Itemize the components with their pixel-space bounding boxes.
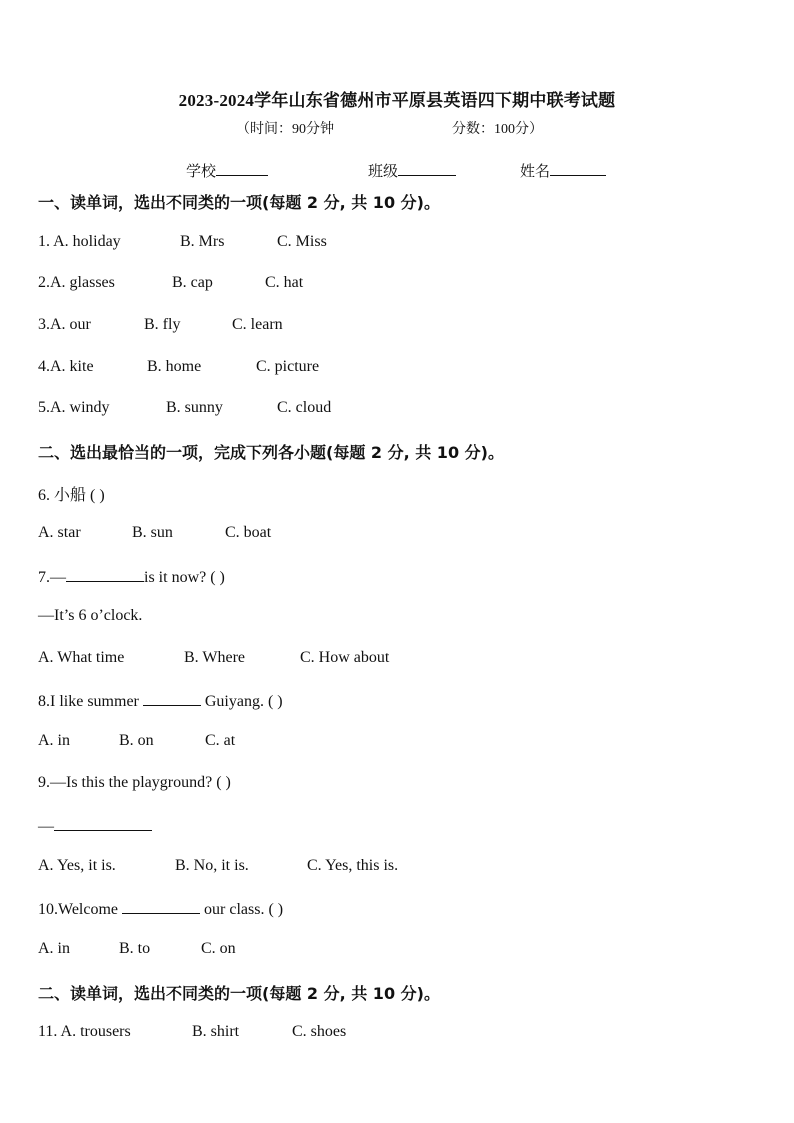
exam-score: 分数：100分） bbox=[452, 122, 543, 137]
q9-option-c: C. Yes, this is. bbox=[307, 857, 399, 874]
class-label: 班级 bbox=[368, 164, 399, 180]
question-4: 4.A. kite bbox=[38, 358, 94, 375]
q7-suffix: is it now? ( ) bbox=[144, 569, 225, 586]
q7-option-c: C. How about bbox=[300, 649, 390, 666]
q7-reply: —It’s 6 o’clock. bbox=[38, 607, 143, 624]
question-3: 3.A. our bbox=[38, 316, 91, 333]
q9-reply bbox=[38, 815, 152, 836]
q7-prefix: 7.— bbox=[38, 569, 66, 586]
section-1-heading: 一、读单词，选出不同类的一项(每题 2 分, 共 10 分)。 bbox=[38, 193, 440, 212]
name-field bbox=[520, 160, 606, 181]
q1-option-b: B. Mrs bbox=[180, 233, 225, 250]
q10-option-a: A. in bbox=[38, 940, 70, 957]
question-6-stem: 6. 小船 ( ) bbox=[38, 487, 105, 504]
school-label: 学校 bbox=[186, 164, 217, 180]
name-label: 姓名 bbox=[520, 164, 551, 180]
question-7-stem bbox=[38, 566, 225, 587]
q8-prefix: 8.I like summer bbox=[38, 693, 143, 710]
q2-option-b: B. cap bbox=[172, 274, 213, 291]
q4-option-b: B. home bbox=[147, 358, 202, 375]
q5-option-b: B. sunny bbox=[166, 399, 223, 416]
question-2: 2.A. glasses bbox=[38, 274, 115, 291]
class-blank bbox=[398, 160, 456, 176]
q10-blank bbox=[122, 898, 200, 914]
school-blank bbox=[216, 160, 268, 176]
question-1: 1. A. holiday bbox=[38, 233, 121, 250]
q7-option-b: B. Where bbox=[184, 649, 246, 666]
name-blank bbox=[550, 160, 606, 176]
q10-option-c: C. on bbox=[201, 940, 236, 957]
q11-option-c: C. shoes bbox=[292, 1023, 347, 1040]
q1-option-c: C. Miss bbox=[277, 233, 327, 250]
q8-suffix: Guiyang. ( ) bbox=[200, 693, 283, 710]
q4-option-c: C. picture bbox=[256, 358, 320, 375]
q5-option-c: C. cloud bbox=[277, 399, 332, 416]
q2-option-c: C. hat bbox=[265, 274, 304, 291]
class-field bbox=[368, 160, 456, 181]
q10-prefix: 10.Welcome bbox=[38, 901, 123, 918]
question-9-stem: 9.—Is this the playground? ( ) bbox=[38, 774, 231, 791]
section-2-heading: 二、选出最恰当的一项，完成下列各小题(每题 2 分, 共 10 分)。 bbox=[38, 443, 504, 462]
q7-option-a: A. What time bbox=[38, 649, 125, 666]
q9-blank bbox=[54, 815, 152, 831]
question-10-stem bbox=[38, 898, 283, 919]
q3-option-b: B. fly bbox=[144, 316, 181, 333]
exam-time: （时间：90分钟 bbox=[236, 122, 334, 137]
school-field bbox=[186, 160, 268, 181]
q7-blank bbox=[66, 566, 144, 582]
q6-option-b: B. sun bbox=[132, 524, 173, 541]
q8-option-c: C. at bbox=[205, 732, 236, 749]
question-5: 5.A. windy bbox=[38, 399, 110, 416]
q10-option-b: B. to bbox=[119, 940, 151, 957]
q6-option-a: A. star bbox=[38, 524, 81, 541]
q9-reply-dash: — bbox=[38, 818, 54, 835]
q8-option-a: A. in bbox=[38, 732, 70, 749]
q8-option-b: B. on bbox=[119, 732, 154, 749]
q6-option-c: C. boat bbox=[225, 524, 272, 541]
q9-option-b: B. No, it is. bbox=[175, 857, 249, 874]
question-11: 11. A. trousers bbox=[38, 1023, 131, 1040]
q9-option-a: A. Yes, it is. bbox=[38, 857, 116, 874]
section-3-heading: 二、读单词，选出不同类的一项(每题 2 分, 共 10 分)。 bbox=[38, 984, 440, 1003]
q3-option-c: C. learn bbox=[232, 316, 283, 333]
question-8-stem bbox=[38, 690, 283, 711]
q11-option-b: B. shirt bbox=[192, 1023, 240, 1040]
page-title: 2023-2024学年山东省德州市平原县英语四下期中联考试题 bbox=[178, 91, 616, 110]
q8-blank bbox=[143, 690, 201, 706]
q10-suffix: our class. ( ) bbox=[200, 901, 284, 918]
